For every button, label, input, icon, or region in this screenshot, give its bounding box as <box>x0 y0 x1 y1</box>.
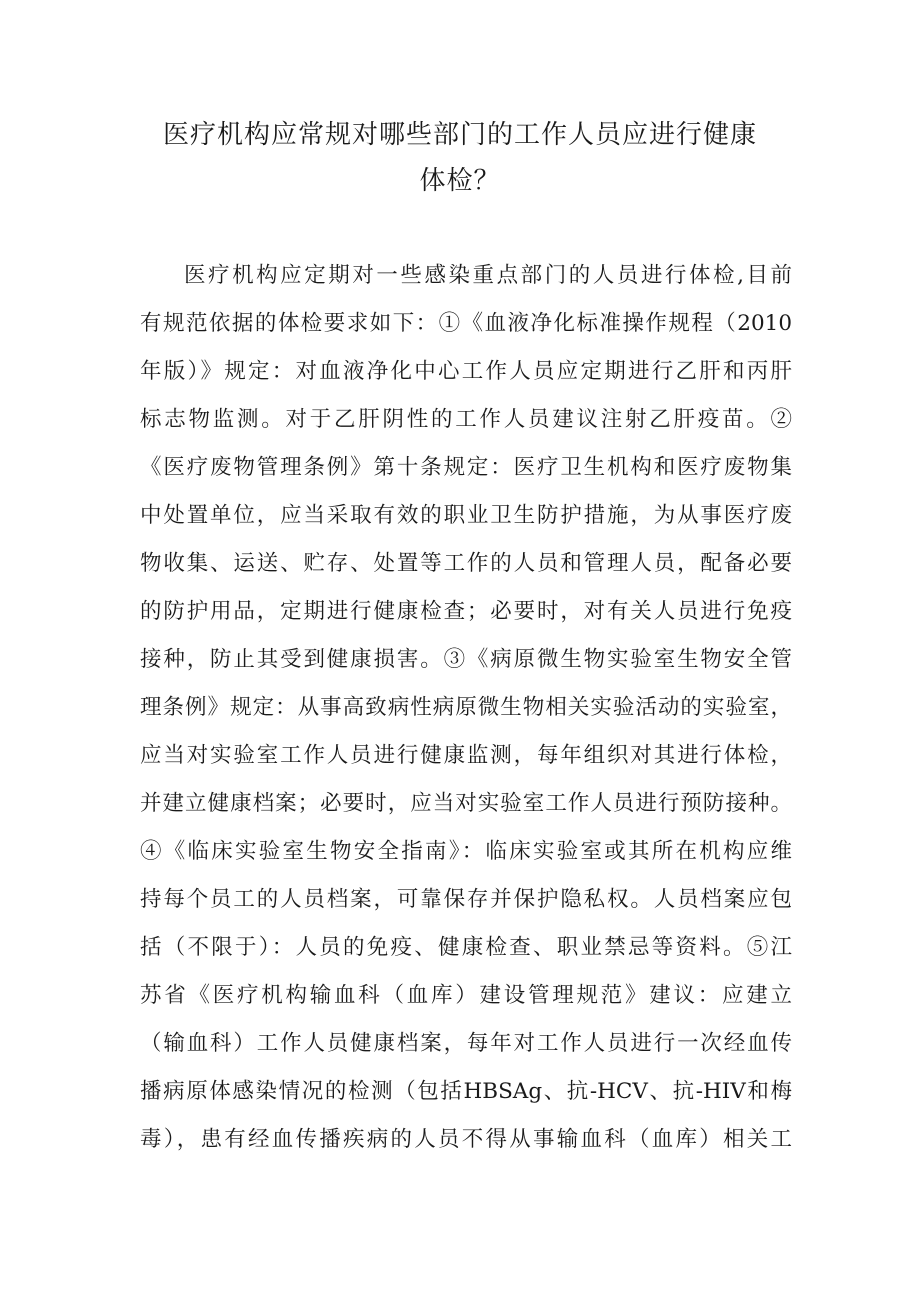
body-line: ④《临床实验室生物安全指南》：临床实验室或其所在机构应维 <box>140 839 792 864</box>
body-line: 中处置单位，应当采取有效的职业卫生防护措施，为从事医疗废 <box>140 503 792 528</box>
body-line: 的防护用品，定期进行健康检查；必要时，对有关人员进行免疫 <box>140 599 792 624</box>
body-line: 理条例》规定：从事高致病性病原微生物相关实验活动的实验室， <box>140 695 792 720</box>
body-line: 物收集、运送、贮存、处置等工作的人员和管理人员，配备必要 <box>140 551 792 576</box>
body-line: 毒），患有经血传播疾病的人员不得从事输血科（血库）相关工 <box>140 1127 792 1152</box>
body-line: 《医疗废物管理条例》第十条规定：医疗卫生机构和医疗废物集 <box>140 455 792 480</box>
body-line: 并建立健康档案；必要时，应当对实验室工作人员进行预防接种。 <box>140 791 792 816</box>
body-line: 应当对实验室工作人员进行健康监测，每年组织对其进行体检， <box>140 743 792 768</box>
body-line: 括（不限于）：人员的免疫、健康检查、职业禁忌等资料。⑤江 <box>140 935 792 960</box>
body-text <box>140 252 792 1164</box>
body-line: 播病原体感染情况的检测（包括HBSAg、抗-HCV、抗-HIV和梅 <box>140 1079 792 1104</box>
title-line-2: 体检？ <box>419 166 501 196</box>
body-line: 标志物监测。对于乙肝阴性的工作人员建议注射乙肝疫苗。② <box>140 407 792 432</box>
body-line: （输血科）工作人员健康档案，每年对工作人员进行一次经血传 <box>140 1031 792 1056</box>
body-line: 有规范依据的体检要求如下：①《血液净化标准操作规程（2010 <box>140 311 792 336</box>
body-line: 年版）》规定：对血液净化中心工作人员应定期进行乙肝和丙肝 <box>140 359 792 384</box>
body-line: 医疗机构应定期对一些感染重点部门的人员进行体检,目前 <box>184 263 792 288</box>
body-line: 苏省《医疗机构输血科（血库）建设管理规范》建议：应建立 <box>140 983 792 1008</box>
title-line-1: 医疗机构应常规对哪些部门的工作人员应进行健康 <box>162 120 757 150</box>
body-line: 接种，防止其受到健康损害。③《病原微生物实验室生物安全管 <box>140 647 792 672</box>
body-line: 持每个员工的人员档案，可靠保存并保护隐私权。人员档案应包 <box>140 887 792 912</box>
page-title <box>140 112 780 204</box>
